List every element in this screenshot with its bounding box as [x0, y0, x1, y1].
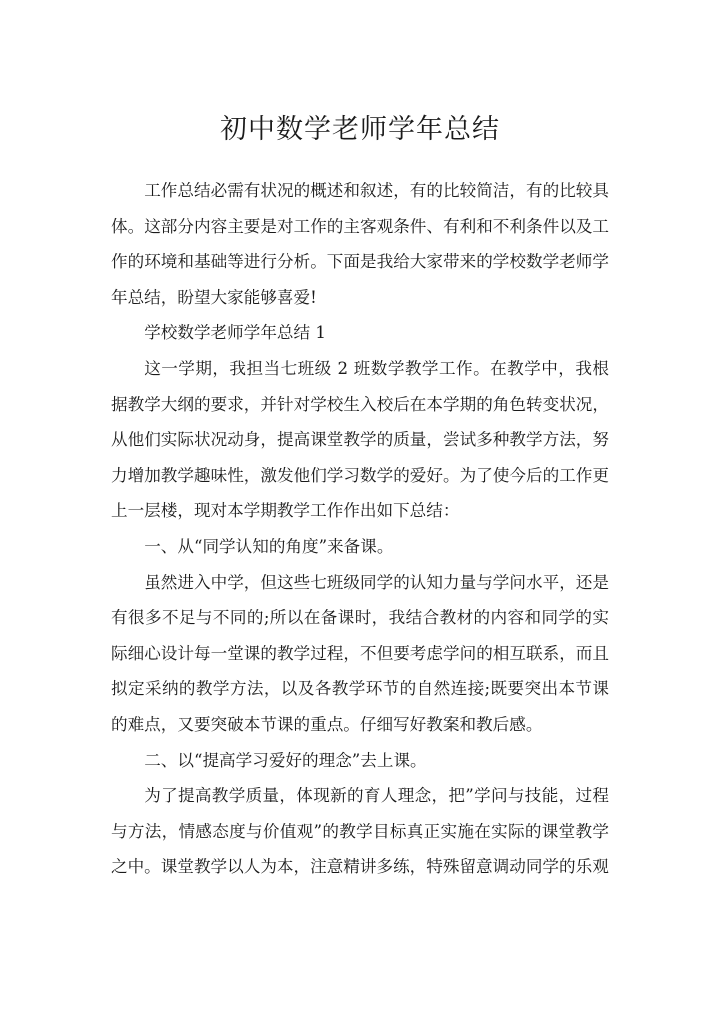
- document-title: 初中数学老师学年总结: [220, 114, 500, 145]
- body-paragraph: 虽然进入中学，但这些七班级同学的认知力量与学问水平，还是有很多不足与不同的;所以在备课时，我结合教材的内容和同学的实际细心设计每一堂课的教学过程，不但要考虑学问的相互联系，而且拟定采纳的教学方法，以及各教学环节的自然连接;既要突出本节课的难点，又要突破本节课的重点。仔细写好教案和教后感。: [111, 572, 609, 734]
- body-paragraph: 这一学期，我担当七班级 2 班数学教学工作。在教学中，我根据教学大纲的要求，并针对学校生入校后在本学期的角色转变状况，从他们实际状况动身，提高课堂教学的质量，尝试多种教学方法，努力增加教学趣味性，激发他们学习数学的爱好。为了使今后的工作更上一层楼，现对本学期教学工作作出如下总结：: [111, 358, 609, 521]
- section-heading-summary-1: 学校数学老师学年总结 1: [144, 323, 326, 343]
- intro-paragraph: 工作总结必需有状况的概述和叙述，有的比较简洁，有的比较具体。这部分内容主要是对工作的主客观条件、有利和不利条件以及工作的环境和基础等进行分析。下面是我给大家带来的学校数学老师学年总结，盼望大家能够喜爱!: [111, 181, 609, 307]
- subheading-lesson-prep: 一、从“同学认知的角度”来备课。: [144, 536, 394, 556]
- document-body: [111, 173, 609, 885]
- body-paragraph: 为了提高教学质量，体现新的育人理念，把”学问与技能，过程与方法，情感态度与价值观”的教学目标真正实施在实际的课堂教学之中。课堂教学以人为本，注意精讲多练，特殊留意调动同学的乐观: [111, 786, 609, 877]
- subheading-teaching: 二、以“提高学习爱好的理念”去上课。: [144, 750, 427, 770]
